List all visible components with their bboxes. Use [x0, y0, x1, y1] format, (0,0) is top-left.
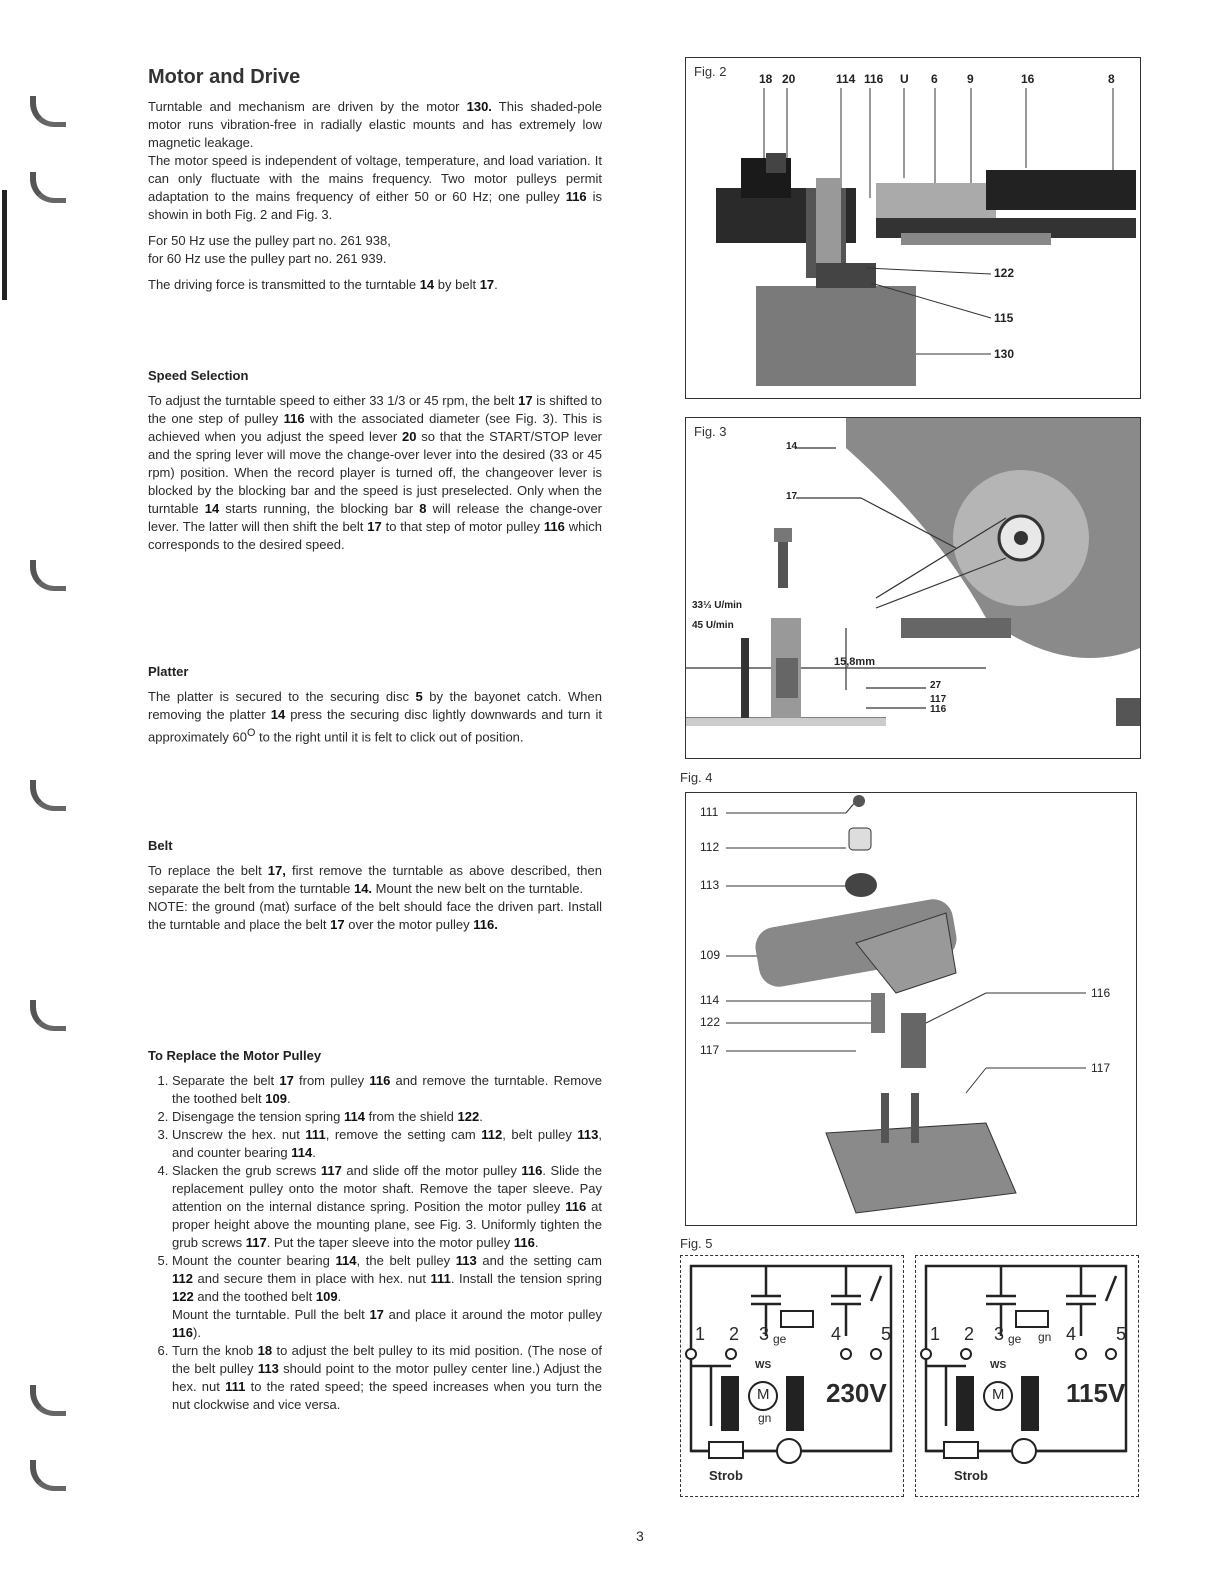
terminal-1: 1: [695, 1324, 706, 1344]
motor-symbol: M: [992, 1386, 1005, 1403]
wire-gn: gn: [758, 1411, 772, 1425]
binder-ring: [30, 96, 66, 127]
wire-ws: WS: [990, 1360, 1007, 1371]
terminal-3: 3: [759, 1324, 770, 1344]
wire-ws: WS: [755, 1360, 772, 1371]
terminal-2: 2: [964, 1324, 975, 1344]
voltage-230v: 230V: [826, 1378, 887, 1408]
fig5-label: Fig. 5: [680, 1236, 713, 1251]
fig2-label: Fig. 2: [694, 64, 727, 79]
step-2: 2. Disengage the tension spring 114 from the shield 122.: [172, 1108, 602, 1126]
binder-ring: [30, 172, 66, 203]
binder-ring: [30, 1000, 66, 1031]
replace-pulley-steps: [148, 1072, 602, 1414]
figure-2: [685, 57, 1141, 399]
fig4-label: Fig. 4: [680, 770, 713, 785]
fig4-exploded-view-drawing: [686, 793, 1136, 1225]
step-4: 4. Slacken the grub screws 117 and slide off the motor pulley 116. Slide the replacement pulley onto the motor shaft. Remove the taper sleeve. Pay attention on the internal distance spring. Position the motor pulley 116 at proper height above the mounting plane, see Fig. 3. Uniformly tighten the grub screws 117. Put the taper sleeve into the motor pulley 116.: [172, 1162, 602, 1252]
fig4-callout: 111: [700, 805, 719, 819]
terminal-5: 5: [1116, 1324, 1127, 1344]
fig4-callout: 114: [700, 993, 720, 1007]
fig3-callout: 27: [930, 680, 942, 691]
fig4-callout: 113: [700, 878, 720, 892]
fig4-callout: 122: [700, 1015, 721, 1029]
fig4-callout: 109: [700, 948, 721, 962]
fig2-callout: 116: [864, 72, 884, 86]
figure-4: [685, 792, 1137, 1226]
fig2-callout: 115: [994, 311, 1014, 325]
fig2-mechanism-drawing: [686, 58, 1140, 398]
fig3-pulley-drawing: [686, 418, 1140, 758]
fig3-speed-33-label: 33⅓ U/min: [692, 600, 743, 611]
wire-gn: gn: [1038, 1330, 1052, 1344]
figure-3: [685, 417, 1141, 759]
wire-ge: ge: [1008, 1332, 1022, 1346]
strob-label: Strob: [709, 1468, 743, 1483]
fig5-230v-circuit: [680, 1255, 904, 1497]
belt-text: To replace the belt 17, first remove the turntable as above described, then separate the belt from the turntable 14. Mount the new belt on the turntable. NOTE: the ground (mat) surface of the belt should face the driven part. Install the turntable and place the belt 17 over the motor pulley 116.: [148, 863, 602, 932]
page-edge-mark: [2, 190, 7, 300]
binder-ring: [30, 560, 66, 591]
binder-ring: [30, 1385, 66, 1416]
fig5-230v-schematic: [681, 1256, 903, 1496]
speed-selection-text: To adjust the turntable speed to either 33 1/3 or 45 rpm, the belt 17 is shifted to the one step of pulley 116 with the associated diameter (see Fig. 3). This is achieved when you adjust the speed lever 20 so that the START/STOP lever and the spring lever will move the change-over lever into the desired (33 or 45 rpm) position. When the record player is turned off, the changeover lever is blocked by the blocking bar and the speed is just preselected. Only when the turntable 14 starts running, the blocking bar 8 will release the change-over lever. The latter will then shift the belt 17 to that step of motor pulley 116 which corresponds to the desired speed.: [148, 393, 603, 552]
fig2-callout: 9: [967, 72, 974, 86]
terminal-5: 5: [881, 1324, 892, 1344]
terminal-1: 1: [930, 1324, 941, 1344]
platter-text: The platter is secured to the securing disc 5 by the bayonet catch. When removing the platter 14 press the securing disc lightly downwards and turn it approximately $60^O$ to the right until it is felt to click out of position.: [148, 689, 602, 745]
motor-symbol: M: [757, 1386, 770, 1403]
wire-ge: ge: [773, 1332, 787, 1346]
fig3-speed-45-label: 45 U/min: [692, 620, 734, 631]
fig4-callout: 116: [1091, 986, 1111, 1000]
fig2-callout: U: [900, 72, 909, 86]
terminal-4: 4: [1066, 1324, 1077, 1344]
step-1: 1. Separate the belt 17 from pulley 116 and remove the turntable. Remove the toothed belt 109.: [172, 1072, 602, 1108]
motor-drive-text: Turntable and mechanism are driven by the motor 130. This shaded-pole motor runs vibration-free in radially elastic mounts and has extremely low magnetic leakage. The motor speed is independent of voltage, temperature, and load variation. It can only fluctuate with the mains frequency. Two motor pulleys permit adaptation to the mains frequency of either 50 or 60 Hz; one pulley 116 is showin in both Fig. 2 and Fig. 3. For 50 Hz use the pulley part no. 261 938, for 60 Hz use the pulley part no. 261 939. The driving force is transmitted to the turntable 14 by belt 17.: [148, 99, 603, 292]
fig2-callout: 122: [994, 266, 1015, 280]
voltage-115v: 115V: [1066, 1378, 1126, 1408]
section-title-speed-selection: Speed Selection: [148, 368, 249, 383]
section-title-platter: Platter: [148, 664, 189, 679]
terminal-3: 3: [994, 1324, 1005, 1344]
fig3-callout: 17: [786, 491, 798, 502]
fig2-callout: 130: [994, 347, 1015, 361]
fig2-callout: 114: [836, 72, 856, 86]
fig2-callout: 20: [782, 72, 796, 86]
binder-ring: [30, 1460, 66, 1491]
fig4-callout: 117: [700, 1043, 720, 1057]
fig3-callout: 116: [930, 704, 947, 715]
fig4-callout: 117: [1091, 1061, 1111, 1075]
fig2-callout: 8: [1108, 72, 1115, 86]
fig5-115v-circuit: [915, 1255, 1139, 1497]
step-5: 5. Mount the counter bearing 114, the belt pulley 113 and the setting cam 112 and secure them in place with hex. nut 111. Install the tension spring 122 and the toothed belt 109. Mount the turntable. Pull the belt 17 and place it around the motor pulley 116).: [172, 1252, 602, 1342]
terminal-4: 4: [831, 1324, 842, 1344]
fig5-115v-schematic: [916, 1256, 1138, 1496]
step-3: 3. Unscrew the hex. nut 111, remove the setting cam 112, belt pulley 113, and counter bearing 114.: [172, 1126, 602, 1162]
step-6: 6. Turn the knob 18 to adjust the belt pulley to its mid position. (The nose of the belt pulley 113 should point to the motor pulley center line.) Adjust the hex. nut 111 to the rated speed; the speed increases when you turn the nut clockwise and vice versa.: [172, 1342, 602, 1414]
terminal-2: 2: [729, 1324, 740, 1344]
fig4-callout: 112: [700, 840, 720, 854]
fig2-callout: 16: [1021, 72, 1035, 86]
page-number: 3: [636, 1528, 644, 1544]
binder-ring: [30, 780, 66, 811]
fig2-callout: 6: [931, 72, 938, 86]
fig3-label: Fig. 3: [694, 424, 727, 439]
fig3-callout: 117: [930, 694, 947, 705]
fig3-callout: 14: [786, 441, 798, 452]
fig2-callout: 18: [759, 72, 773, 86]
section-title-replace-pulley: To Replace the Motor Pulley: [148, 1048, 322, 1063]
strob-label: Strob: [954, 1468, 988, 1483]
fig3-dimension-label: 15,8mm: [834, 656, 875, 668]
section-title-motor-drive: Motor and Drive: [148, 66, 301, 88]
section-title-belt: Belt: [148, 838, 173, 853]
